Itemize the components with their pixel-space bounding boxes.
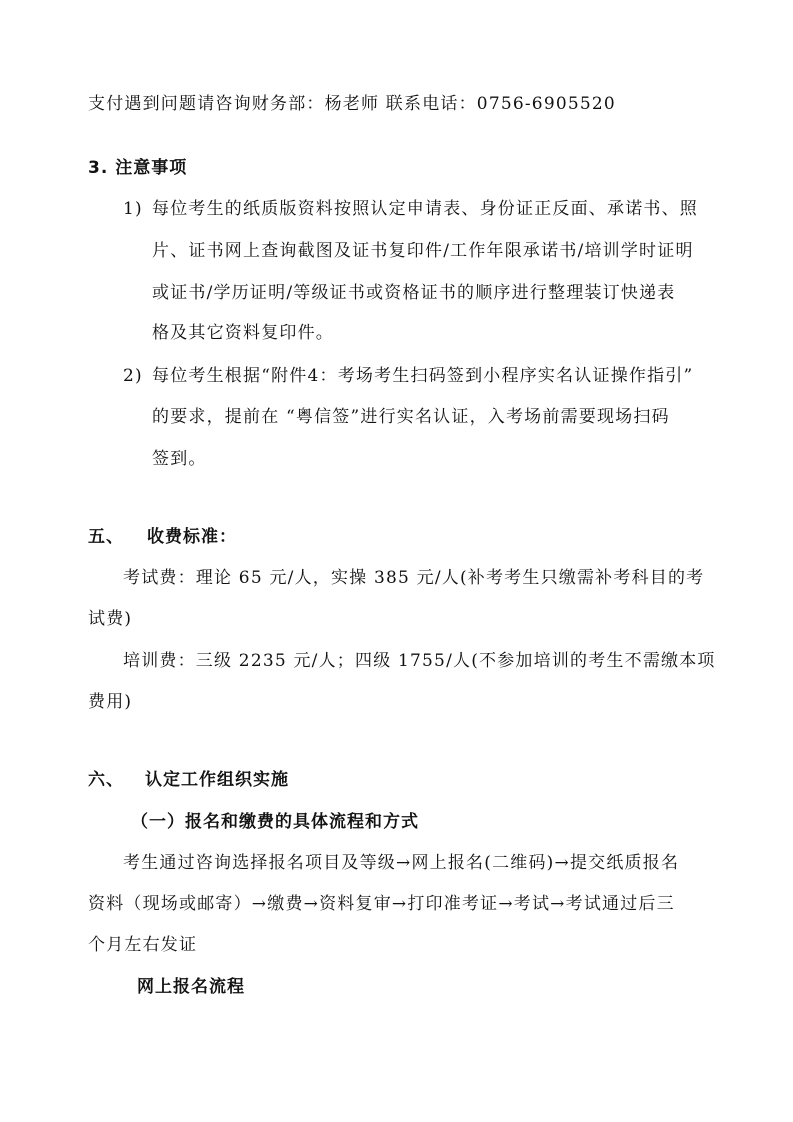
notes-heading: 3. 注意事项 <box>88 158 188 178</box>
fees-heading-number: 五、 <box>88 527 124 547</box>
organization-heading-text: 认定工作组织实施 <box>145 770 289 790</box>
exam-fee-line-1: 考试费：理论 65 元/人，实操 385 元/人(补考考生只缴需补考科目的考 <box>123 568 705 588</box>
notes-item-1-line-4: 格及其它资料复印件。 <box>152 323 334 343</box>
organization-subheading: （一）报名和缴费的具体流程和方式 <box>131 812 419 832</box>
notes-item-2-line-3: 签到。 <box>152 449 207 469</box>
process-line-2: 资料（现场或邮寄）→缴费→资料复审→打印准考证→考试→考试通过后三 <box>88 894 675 914</box>
notes-item-2-line-1: 每位考生根据“附件4：考场考生扫码签到小程序实名认证操作指引” <box>152 366 694 386</box>
payment-contact: 支付遇到问题请咨询财务部：杨老师 联系电话：0756-6905520 <box>88 94 616 114</box>
notes-item-1-line-1: 每位考生的纸质版资料按照认定申请表、身份证正反面、承诺书、照 <box>152 199 698 219</box>
fees-heading-text: 收费标准： <box>147 527 237 547</box>
organization-heading-number: 六、 <box>88 770 124 790</box>
exam-fee-line-2: 试费) <box>88 609 133 629</box>
notes-item-2-line-2: 的要求，提前在 “粤信签”进行实名认证，入考场前需要现场扫码 <box>152 407 670 427</box>
training-fee-line-2: 费用) <box>88 692 133 712</box>
notes-item-2-marker: 2) <box>123 366 143 386</box>
process-line-1: 考生通过咨询选择报名项目及等级→网上报名(二维码)→提交纸质报名 <box>123 853 680 873</box>
process-line-3: 个月左右发证 <box>88 935 198 955</box>
notes-item-1-line-2: 片、证书网上查询截图及证书复印件/工作年限承诺书/培训学时证明 <box>152 241 694 261</box>
notes-item-1-marker: 1) <box>123 199 143 219</box>
online-registration-heading: 网上报名流程 <box>137 977 245 997</box>
training-fee-line-1: 培训费：三级 2235 元/人；四级 1755/人(不参加培训的考生不需缴本项 <box>123 651 716 671</box>
notes-item-1-line-3: 或证书/学历证明/等级证书或资格证书的顺序进行整理装订快递表 <box>152 283 676 303</box>
